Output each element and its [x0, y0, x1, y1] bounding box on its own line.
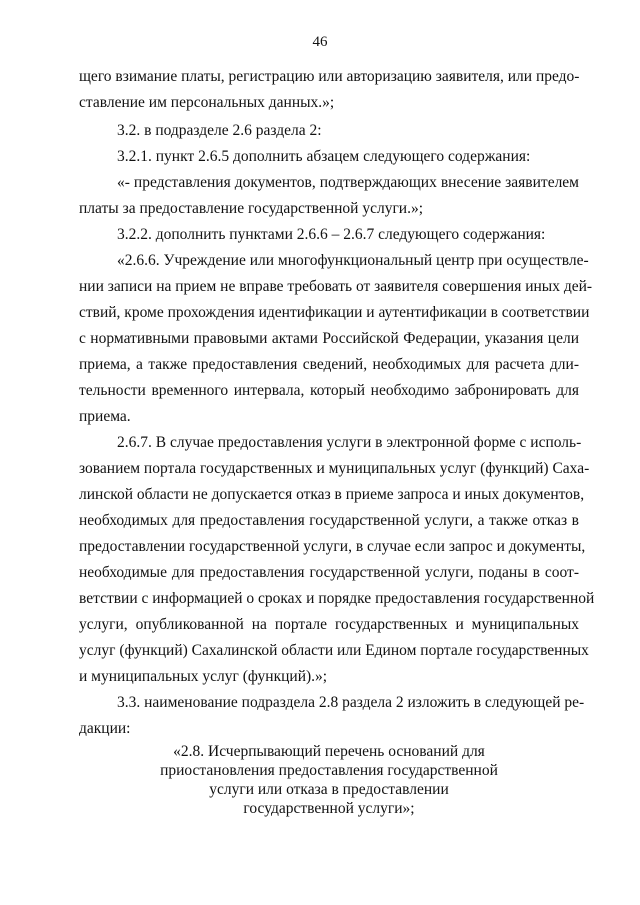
text-line: 3.2.1. пункт 2.6.5 дополнить абзацем следующего содержания: — [117, 148, 531, 165]
text-line: «2.6.6. Учреждение или многофункциональный центр при осуществле- — [117, 252, 589, 269]
text-line: ставление им персональных данных.»; — [79, 94, 335, 111]
text-line: нии записи на прием не вправе требовать от заявителя совершения иных дей- — [79, 278, 593, 295]
text-line: приема, а также предоставления сведений, необходимых для расчета дли- — [79, 356, 579, 373]
text-line: дакции: — [79, 720, 131, 737]
text-line: необходимых для предоставления государственной услуги, а также отказ в — [79, 512, 579, 529]
text-line: 3.3. наименование подраздела 2.8 раздела 2 изложить в следующей ре- — [117, 694, 585, 711]
text-line: тельности временного интервала, который необходимо забронировать для — [79, 382, 579, 399]
text-line: 3.2.2. дополнить пунктами 2.6.6 – 2.6.7 следующего содержания: — [117, 226, 546, 243]
text-line: услуг (функций) Сахалинской области или Едином портале государственных — [79, 642, 589, 659]
text-line: 3.2. в подразделе 2.6 раздела 2: — [117, 122, 322, 139]
page-number: 46 — [312, 34, 328, 50]
text-line: необходимые для предоставления государственной услуги, поданы в соот- — [79, 564, 579, 581]
text-line: и муниципальных услуг (функций).»; — [79, 668, 328, 685]
section-heading-line: услуги или отказа в предоставлении — [209, 781, 449, 798]
text-line: услуги, опубликованной на портале государственных и муниципальных — [79, 616, 579, 633]
text-line: платы за предоставление государственной услуги.»; — [79, 200, 424, 217]
text-line: с нормативными правовыми актами Российской Федерации, указания цели — [79, 330, 579, 347]
text-line: 2.6.7. В случае предоставления услуги в электронной форме с исполь- — [117, 434, 582, 451]
text-line: приема. — [79, 408, 131, 425]
text-line: ствий, кроме прохождения идентификации и аутентификации в соответствии — [79, 304, 590, 321]
text-line: «- представления документов, подтверждающих внесение заявителем — [117, 174, 579, 191]
section-heading-line: приостановления предоставления государственной — [160, 762, 498, 779]
text-line: линской области не допускается отказ в приеме запроса и иных документов, — [79, 486, 585, 503]
section-heading-line: «2.8. Исчерпывающий перечень оснований для — [173, 743, 485, 760]
text-line: предоставлении государственной услуги, в случае если запрос и документы, — [79, 538, 586, 555]
section-heading-line: государственной услуги»; — [243, 800, 415, 817]
text-line: зованием портала государственных и муниципальных услуг (функций) Саха- — [79, 460, 590, 477]
text-line: ветствии с информацией о сроках и порядке предоставления государственной — [79, 590, 595, 607]
text-line: щего взимание платы, регистрацию или авторизацию заявителя, или предо- — [79, 68, 580, 85]
